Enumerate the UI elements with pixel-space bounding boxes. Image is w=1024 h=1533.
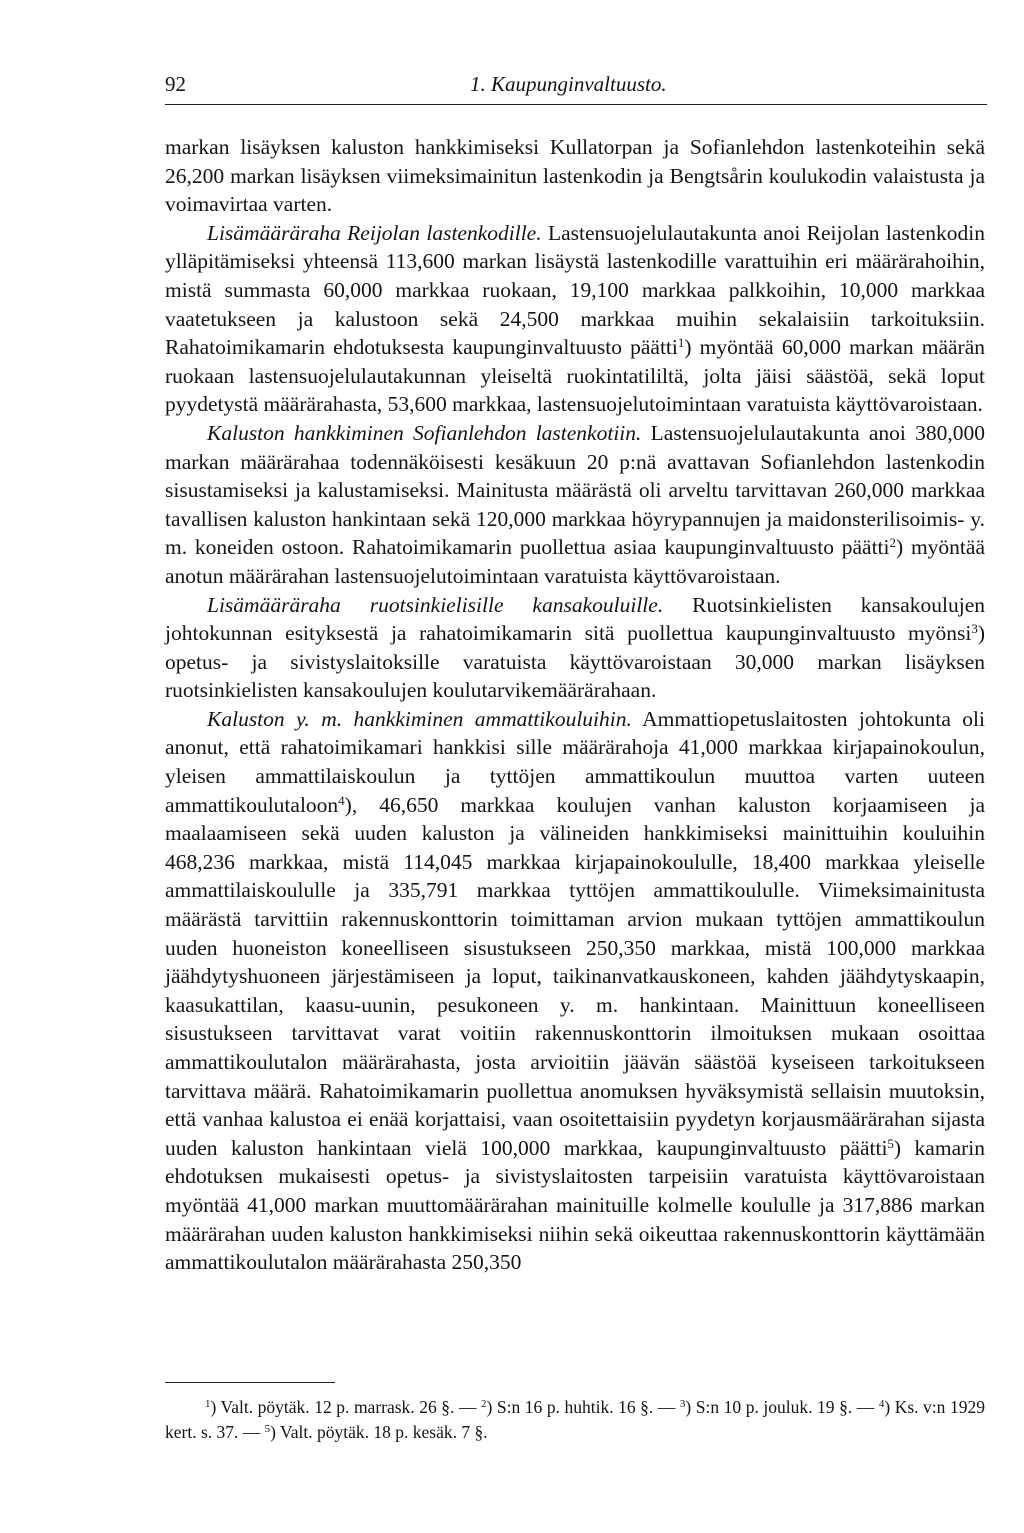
section-heading: Kaluston y. m. hankkiminen ammattikouluihin. [207,706,632,731]
footnote-text: ) Valt. pöytäk. 12 p. marrask. 26 §. — [210,1397,481,1417]
footnote-block [165,1395,985,1445]
paragraph-text: Ammattiopetuslaitosten johtokunta oli anonut, että rahatoimikamari hankkisi sille määrärahoja 41,000 markkaa kirjapainokoulun, yleisen ammattilaiskoulun ja tyttöjen ammattikoulun muuttoa varten uuteen ammattikoulutaloon [165,706,986,817]
paragraph-text: ) myöntää 60,000 markan määrän ruokaan lastensuojelulautakunnan yleiseltä ruokintatililtä, jolta jäisi säästöä, sekä loput pyydetystä määrärahasta, 53,600 markkaa, lastensuojelutoimintaan varatuista käyttövaroistaan. [165,335,986,417]
footnote-reference: 1 [677,335,685,351]
paragraph-text: ), 46,650 markkaa koulujen vanhan kaluston korjaamiseen ja maalaamiseen sekä uuden kaluston ja välineiden hankkimiseksi mainittuihin kouluihin 468,236 markkaa, mistä 114,045 markkaa kirjapainokoululle, 18,400 markkaa yleiselle ammattilaiskoululle ja 335,791 markkaa tyttöjen ammattikoululle. Viimeksimainitusta määrästä tarvittiin rakennuskonttorin toimittaman arvion mukaan tyttöjen ammattikoulun uuden huoneiston koneelliseen sisustukseen 250,350 markkaa, mistä 100,000 markkaa jäähdytyshuoneen järjestämiseen ja loput, taikinanvatkauskoneen, kahden jäähdytyskaapin, kaasukattilan, kaasu-uunin, pesukoneen y. m. hankintaan. Mainittuun koneelliseen sisustukseen tarvittavat varat voitiin rakennuskonttorin ilmoituksen mukaan osoittaa ammattikoulutalon määrärahasta, josta arvioitiin jäävän säästöä kyseiseen tarkoitukseen tarvittava määrä. Rahatoimikamarin puollettua anomuksen hyväksymistä sellaisin muutoksin, että vanhaa kalustoa ei enää korjattaisi, vaan osoitettaisiin pyydetyn korjausmäärärahan sijasta uuden kaluston hankintaan vielä 100,000 markkaa, kaupunginvaltuusto päätti [165,792,985,1160]
footnote-number: 2 [481,1398,487,1410]
paragraph-text: ) myöntää anotun määrärahan lastensuojelutoimintaan varatuista käyttövaroistaan. [165,535,985,588]
body-text [165,133,985,1277]
footnote-text: ) Valt. pöytäk. 18 p. kesäk. 7 §. [270,1422,488,1442]
paragraph-text: Ruotsinkielisten kansakoulujen johtokunnan esityksestä ja rahatoimikamarin sitä puollettua kaupunginvaltuusto myönsi [165,592,985,646]
paragraph [165,591,985,705]
footnote-number: 4 [878,1398,885,1410]
section-heading: Lisämääräraha Reijolan lastenkodille. [207,220,542,245]
paragraph-text: Lastensuojelulautakunta anoi 380,000 markan määrärahaa todennäköisesti kesäkuun 20 p:nä avattavan Sofianlehdon lastenkodin sisustamiseksi ja kalustamiseksi. Mainitusta määrästä oli arveltu tarvittavan 260,000 markkaa tavallisen kaluston hankintaan sekä 120,000 markkaa höyrypannujen ja maidonsterilisoimis- y. m. koneiden ostoon. Rahatoimikamarin puollettua asiaa kaupunginvaltuusto päätti [165,420,985,560]
paragraph [165,419,985,591]
header-rule [165,104,987,105]
footnote-number: 3 [679,1398,686,1410]
paragraph-text: Lastensuojelulautakunta anoi Reijolan lastenkodin ylläpitämiseksi yhteensä 113,600 markan lisäystä lastenkodille varattuihin eri määrärahoihin, mistä summasta 60,000 markkaa ruokaan, 19,100 markkaa palkkoihin, 10,000 markkaa vaatetukseen ja kalustoon sekä 24,500 markkaa muihin sekalaisiin tarkoituksiin. Rahatoimikamarin ehdotuksesta kaupunginvaltuusto päätti [165,220,985,360]
paragraph [165,133,985,219]
footnote-text: ) S:n 10 p. jouluk. 19 §. — [685,1397,879,1417]
footnote-reference: 2 [889,535,896,551]
footnote-number: 5 [264,1423,271,1435]
footnote-text: ) Ks. v:n 1929 kert. s. 37. — [165,1397,985,1442]
footnotes [165,1395,985,1445]
footnote-reference: 4 [338,792,345,808]
footnote-text: ) S:n 16 p. huhtik. 16 §. — [486,1397,680,1417]
page-number: 92 [165,72,186,96]
page-header [165,72,987,102]
running-title: 1. Kaupunginvaltuusto. [470,72,667,96]
paragraph-text: ) kamarin ehdotuksen mukaisesti opetus- ja sivistyslaitosten tarpeisiin varatuista käyttövaroistaan myöntää 41,000 markan muuttomäärärahan mainituille kolmelle koululle ja 317,886 markan määrärahan uuden kaluston hankkimiseksi niihin sekä oikeuttaa rakennuskonttorin käyttämään ammattikoulutalon määrärahasta 250,350 [165,1135,985,1275]
footnote-reference: 5 [887,1135,894,1151]
footnote-number: 1 [205,1398,211,1410]
paragraph [165,705,985,1277]
paragraph [165,219,985,419]
paragraph-text: ) opetus- ja sivistyslaitoksille varatuista käyttövaroistaan 30,000 markan lisäyksen ruotsinkielisten kansakoulujen koulutarvikemäärärahaan. [165,621,985,703]
section-heading: Kaluston hankkiminen Sofianlehdon lastenkotiin. [207,420,642,445]
footnote-rule [165,1382,335,1383]
section-heading: Lisämääräraha ruotsinkielisille kansakouluille. [207,592,664,617]
footnote-reference: 3 [971,621,978,637]
paragraph-text: markan lisäyksen kaluston hankkimiseksi Kullatorpan ja Sofianlehdon lastenkoteihin sekä 26,200 markan lisäyksen viimeksimainitun lastenkodin ja Bengtsårin koulukodin valaistusta ja voimavirtaa varten. [165,135,985,217]
